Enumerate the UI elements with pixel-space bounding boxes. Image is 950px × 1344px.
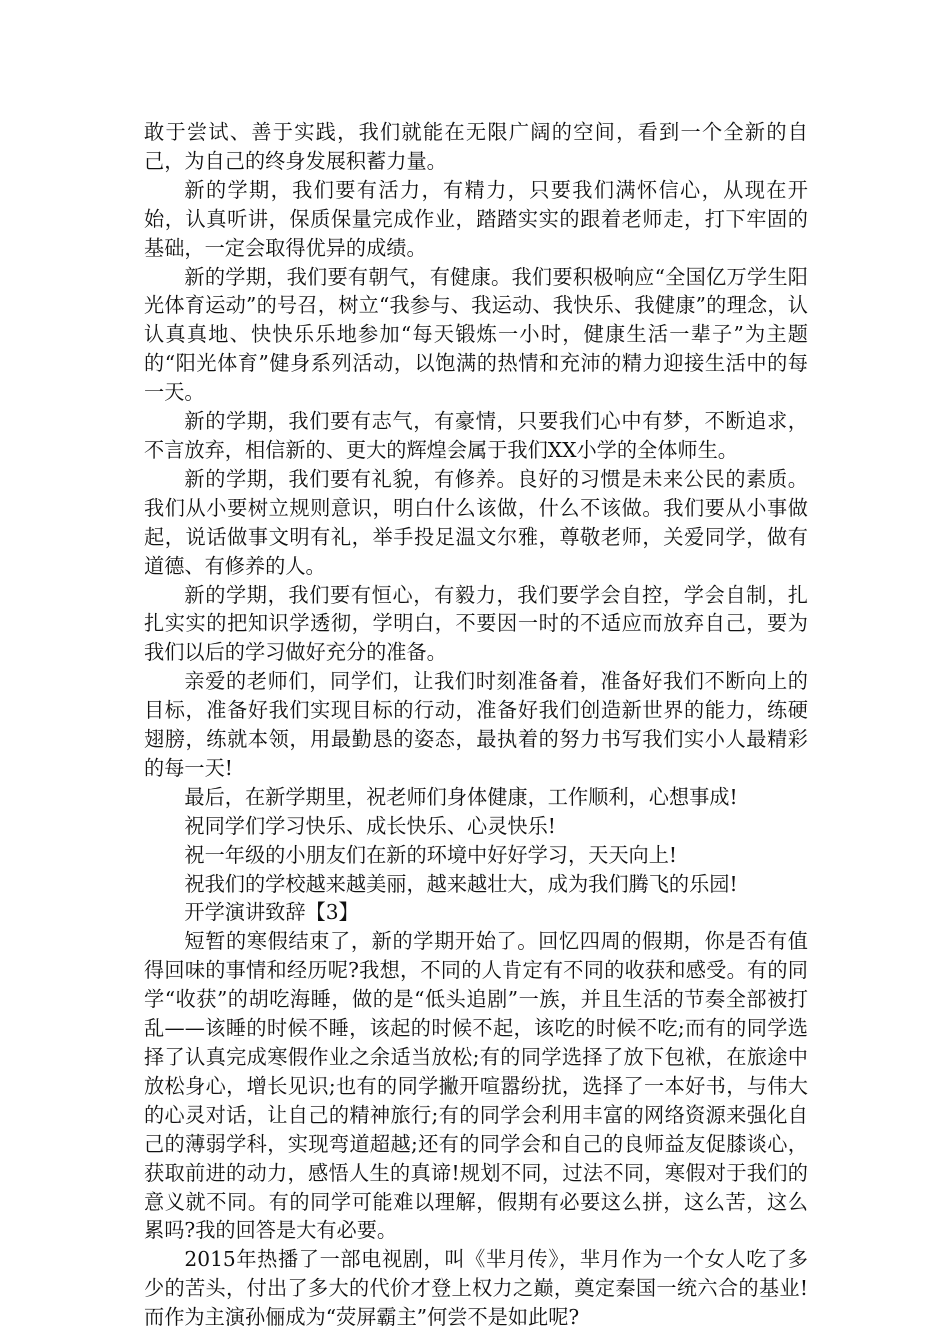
closing-line: 祝同学们学习快乐、成长快乐、心灵快乐!: [184, 813, 556, 838]
paragraph: 敢于尝试、善于实践，我们就能在无限广阔的空间，看到一个全新的自己，为自己的终身发展积蓄力量。: [144, 120, 808, 173]
paragraph: 新的学期，我们要有活力，有精力，只要我们满怀信心，从现在开始，认真听讲，保质保量完成作业，踏踏实实的跟着老师走，打下牢固的基础，一定会取得优异的成绩。: [144, 177, 808, 260]
closing-line: 祝我们的学校越来越美丽，越来越壮大，成为我们腾飞的乐园!: [184, 871, 738, 896]
section-heading: 开学演讲致辞【3】: [184, 900, 359, 925]
document-body: [144, 118, 808, 1332]
paragraph: 亲爱的老师们，同学们，让我们时刻准备着，准备好我们不断向上的目标，准备好我们实现目标的行动，准备好我们创造新世界的能力，练硬翅膀，练就本领，用最勤恳的姿态，最执着的努力书写我们实小人最精彩的每一天!: [144, 669, 808, 780]
paragraph: 2015年热播了一部电视剧，叫《芈月传》，芈月作为一个女人吃了多少的苦头，付出了多大的代价才登上权力之巅，奠定秦国一统六合的基业!而作为主演孙俪成为“荧屏霸主”何尝不是如此呢?: [144, 1247, 808, 1330]
paragraph: 新的学期，我们要有朝气，有健康。我们要积极响应“全国亿万学生阳光体育运动”的号召，树立“我参与、我运动、我快乐、我健康”的理念，认认真真地、快快乐乐地参加“每天锻炼一小时，健康生活一辈子”为主题的“阳光体育”健身系列活动，以饱满的热情和充沛的精力迎接生活中的每一天。: [144, 264, 808, 405]
paragraph: 新的学期，我们要有礼貌，有修养。良好的习惯是未来公民的素质。我们从小要树立规则意识，明白什么该做，什么不该做。我们要从小事做起，说话做事文明有礼，举手投足温文尔雅，尊敬老师，关爱同学，做有道德、有修养的人。: [144, 466, 808, 578]
paragraph: 短暂的寒假结束了，新的学期开始了。回忆四周的假期，你是否有值得回味的事情和经历呢?我想，不同的人肯定有不同的收获和感受。有的同学“收获”的胡吃海睡，做的是“低头追剧”一族，并且生活的节奏全部被打乱——该睡的时候不睡，该起的时候不起，该吃的时候不吃;而有的同学选择了认真完成寒假作业之余适当放松;有的同学选择了放下包袱，在旅途中放松身心，增长见识;也有的同学撇开喧嚣纷扰，选择了一本好书，与伟大的心灵对话，让自己的精神旅行;有的同学会利用丰富的网络资源来强化自己的薄弱学科，实现弯道超越;还有的同学会和自己的良师益友促膝谈心，获取前进的动力，感悟人生的真谛!规划不同，过法不同，寒假对于我们的意义就不同。有的同学可能难以理解，假期有必要这么拼，这么苦，这么累吗?我的回答是大有必要。: [144, 929, 808, 1243]
paragraph: 新的学期，我们要有恒心，有毅力，我们要学会自控，学会自制，扎扎实实的把知识学透彻，学明白，不要因一时的不适应而放弃自己，要为我们以后的学习做好充分的准备。: [144, 582, 808, 665]
closing-line: 最后，在新学期里，祝老师们身体健康，工作顺利，心想事成!: [184, 784, 738, 809]
paragraph: 新的学期，我们要有志气，有豪情，只要我们心中有梦，不断追求，不言放弃，相信新的、更大的辉煌会属于我们XX小学的全体师生。: [144, 409, 808, 462]
closing-line: 祝一年级的小朋友们在新的环境中好好学习，天天向上!: [184, 842, 678, 867]
